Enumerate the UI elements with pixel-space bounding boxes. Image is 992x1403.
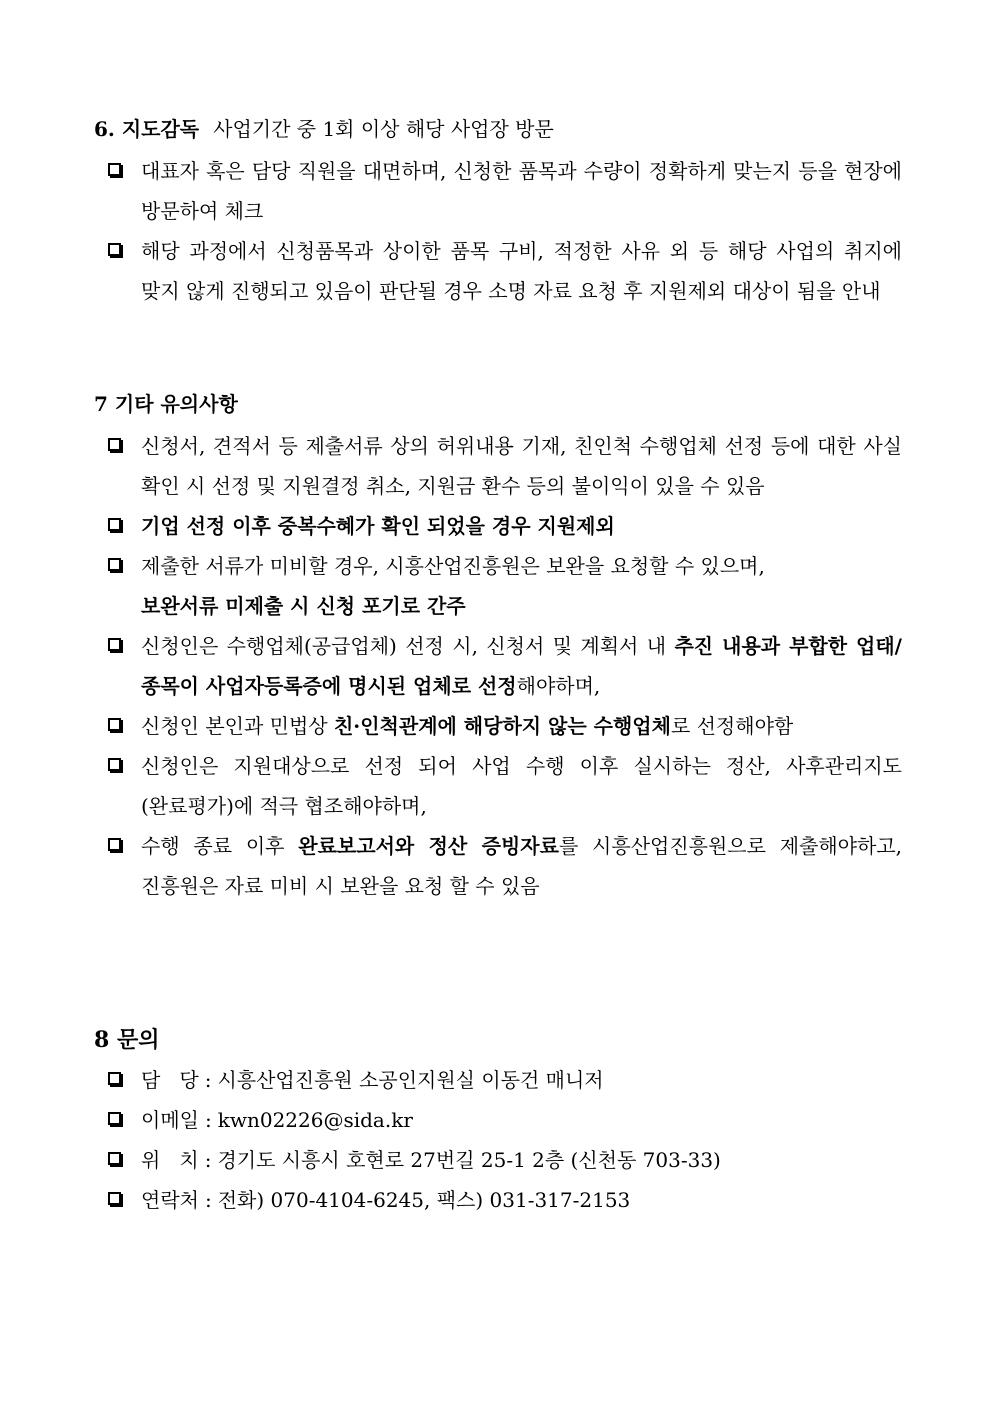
list-item-text: 제출한 서류가 미비할 경우, 시흥산업진흥원은 보완을 요청할 수 있으며, (141, 554, 765, 578)
checkbox-bullet-icon (108, 1112, 121, 1125)
checkbox-bullet-icon (108, 163, 121, 176)
checkbox-bullet-icon (108, 638, 121, 651)
section-6-heading (94, 113, 902, 145)
checkbox-bullet-icon (108, 518, 121, 531)
list-item-text: 신청인은 수행업체(공급업체) 선정 시, 신청서 및 계획서 내 (141, 634, 675, 658)
contact-location: 위 치 : 경기도 시흥시 호현로 27번길 25-1 2층 (신천동 703-33) (94, 1140, 902, 1180)
checkbox-bullet-icon (108, 243, 121, 256)
contact-phone: 연락처 : 전화) 070-4104-6245, 팩스) 031-317-2153 (94, 1180, 902, 1220)
section-7-title: 7 기타 유의사항 (94, 392, 238, 416)
list-item-emphasis: 완료보고서와 정산 증빙자료 (298, 834, 559, 858)
list-item (94, 426, 902, 506)
list-item-text: 수행 종료 이후 (141, 834, 299, 858)
list-item-emphasis: 추진 내용과 부합한 업태/종목이 사업자등록증에 명시된 업체로 선정 (141, 634, 902, 698)
list-item-emphasis: 친·인척관계에 해당하지 않는 수행업체 (333, 714, 671, 738)
contact-value: 전화) 070-4104-6245, 팩스) 031-317-2153 (217, 1188, 631, 1212)
list-item-text: 대표자 혹은 담당 직원을 대면하며, 신청한 품목과 수량이 정확하게 맞는지 등을 현장에 방문하여 체크 (141, 159, 902, 223)
contact-email: 이메일 : kwn02226@sida.kr (94, 1100, 902, 1140)
list-item-text: 를 시흥산업진흥원으로 제출해야하고, 진흥원은 자료 미비 시 보완을 요청 할 수 있음 (141, 834, 902, 898)
section-6-subtitle: 사업기간 중 1회 이상 해당 사업장 방문 (213, 117, 554, 141)
checkbox-bullet-icon (108, 838, 121, 851)
list-item-text: 기업 선정 이후 중복수혜가 확인 되었을 경우 지원제외 (141, 514, 615, 538)
list-item-text: 해야하며, (516, 674, 601, 698)
checkbox-bullet-icon (108, 758, 121, 771)
contact-value: 시흥산업진흥원 소공인지원실 이동건 매니저 (217, 1068, 604, 1092)
email-link[interactable]: kwn02226@sida.kr (217, 1108, 413, 1132)
list-item (94, 746, 902, 826)
list-item (94, 506, 902, 546)
checkbox-bullet-icon (108, 438, 121, 451)
section-8-title: 8 문의 (94, 1027, 160, 1053)
list-item (94, 826, 902, 906)
list-item-text: 해당 과정에서 신청품목과 상이한 품목 구비, 적정한 사유 외 등 해당 사업의 취지에 맞지 않게 진행되고 있음이 판단될 경우 소명 자료 요청 후 지원제외 대상이 됨을 안내 (141, 239, 902, 303)
section-6-title: 6. 지도감독 (94, 117, 200, 141)
contact-value: 경기도 시흥시 호현로 27번길 25-1 2층 (신천동 703-33) (217, 1148, 721, 1172)
checkbox-bullet-icon (108, 1072, 121, 1085)
contact-label: 이메일 (141, 1108, 199, 1132)
checkbox-bullet-icon (108, 1192, 121, 1205)
contact-manager: 담 당 : 시흥산업진흥원 소공인지원실 이동건 매니저 (94, 1060, 902, 1100)
list-item (94, 706, 902, 746)
list-item (94, 626, 902, 706)
checkbox-bullet-icon (108, 718, 121, 731)
checkbox-bullet-icon (108, 1152, 121, 1165)
list-item-text: 로 선정해야함 (670, 714, 794, 738)
list-item-text: 신청서, 견적서 등 제출서류 상의 허위내용 기재, 친인척 수행업체 선정 등에 대한 사실 확인 시 선정 및 지원결정 취소, 지원금 환수 등의 불이익이 있을 수 있음 (141, 434, 902, 498)
section-notes (94, 388, 902, 906)
list-item (94, 231, 902, 311)
checkbox-bullet-icon (108, 558, 121, 571)
list-item-text: 신청인 본인과 민법상 (141, 714, 334, 738)
list-item (94, 151, 902, 231)
list-item (94, 546, 902, 626)
contact-label: 위 치 (141, 1148, 199, 1172)
list-item-text: 신청인은 지원대상으로 선정 되어 사업 수행 이후 실시하는 정산, 사후관리지도(완료평가)에 적극 협조해야하며, (141, 754, 902, 818)
contact-label: 담 당 (141, 1068, 199, 1092)
section-contact (94, 1022, 902, 1220)
contact-label: 연락처 (141, 1188, 199, 1212)
list-item-emphasis: 보완서류 미제출 시 신청 포기로 간주 (141, 594, 466, 618)
section-supervision (94, 113, 902, 311)
